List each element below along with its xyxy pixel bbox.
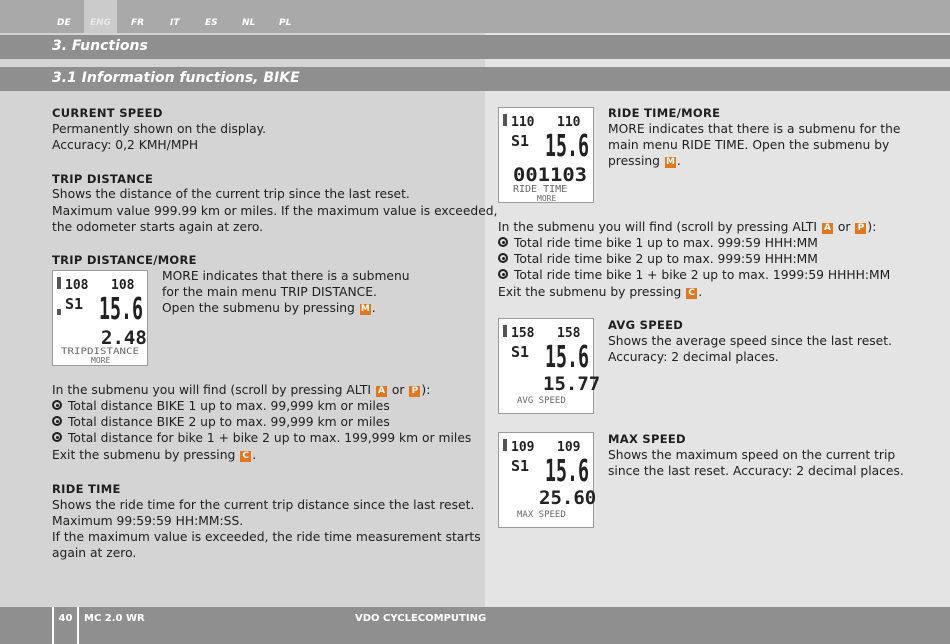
lcd-max-speed: [498, 432, 597, 528]
lcd-top-small-2: 110: [557, 115, 581, 130]
lcd-unit-left: S1: [511, 132, 530, 150]
key-a-icon: A: [376, 386, 387, 397]
ride-time-more-line3: pressing M .: [608, 154, 681, 168]
ride-time-more-line2: main menu RIDE TIME. Open the submenu by: [608, 138, 890, 152]
submenu-left-exit: Exit the submenu by pressing C .: [52, 448, 257, 462]
trip-distance-more-line1: MORE indicates that there is a submenu: [162, 269, 410, 283]
lcd-top-small-1: 109: [511, 440, 535, 455]
lcd-bar-icon: [57, 277, 61, 289]
bullet-icon: [52, 400, 62, 410]
submenu-right-intro: In the submenu you will find (scroll by pressing ALTI A or P ):: [498, 220, 877, 234]
lang-de[interactable]: DE: [57, 18, 71, 28]
list-item: Total ride time bike 1 + bike 2 up to max. 1999:59 HHHH:MM: [498, 267, 890, 283]
avg-speed-heading: AVG SPEED: [608, 318, 684, 332]
bullet-icon: [498, 237, 508, 247]
lang-fr[interactable]: FR: [131, 18, 145, 28]
language-bar: [0, 0, 950, 33]
lang-pl[interactable]: PL: [279, 18, 292, 28]
submenu-left-intro: In the submenu you will find (scroll by pressing ALTI A or P ):: [52, 383, 431, 397]
lang-es[interactable]: ES: [205, 18, 218, 28]
avg-speed-line2: Accuracy: 2 decimal places.: [608, 350, 779, 364]
ride-time-more-heading: RIDE TIME/MORE: [608, 106, 721, 120]
footer-model: MC 2.0 WR: [84, 613, 145, 624]
trip-distance-line2: Maximum value 999.99 km or miles. If the maximum value is exceeded,: [52, 204, 498, 218]
lcd-top-small-2: 108: [111, 278, 135, 293]
key-m-icon: M: [360, 304, 370, 314]
page-number: 40: [52, 607, 79, 644]
section-title: 3. Functions: [52, 38, 148, 54]
lcd-top-small-1: 108: [65, 278, 89, 293]
lang-it[interactable]: IT: [170, 18, 180, 28]
lcd-label1: TRIPDISTANCE: [61, 347, 139, 357]
lcd-label2: MORE: [537, 194, 557, 203]
list-item: Total distance BIKE 1 up to max. 99,999 km or miles: [52, 398, 390, 414]
lcd-speed: 15.6: [545, 340, 589, 375]
ride-time-line4: again at zero.: [52, 546, 137, 560]
lcd-value: 001103: [513, 164, 587, 186]
lcd-label2: MORE: [91, 356, 111, 365]
current-speed-line2: Accuracy: 0,2 KMH/MPH: [52, 138, 199, 152]
trip-distance-more-heading: TRIP DISTANCE/MORE: [52, 253, 197, 267]
key-c-icon: C: [240, 451, 251, 462]
trip-distance-heading: TRIP DISTANCE: [52, 172, 154, 186]
lcd-label1: MAX SPEED: [517, 510, 566, 520]
subsection-title: 3.1 Information functions, BIKE: [52, 70, 300, 86]
lcd-speed: 15.6: [99, 292, 143, 327]
trip-distance-more-line2: for the main menu TRIP DISTANCE.: [162, 285, 377, 299]
key-p-icon: P: [409, 386, 420, 397]
lcd-value: 15.77: [543, 373, 601, 395]
lcd-value: 2.48: [101, 327, 147, 349]
lcd-speed: 15.6: [545, 454, 589, 489]
current-speed-line1: Permanently shown on the display.: [52, 122, 267, 136]
submenu-right-exit: Exit the submenu by pressing C .: [498, 285, 703, 299]
max-speed-heading: MAX SPEED: [608, 432, 686, 446]
lcd-value: 25.60: [539, 487, 597, 509]
lcd-top-small-1: 110: [511, 115, 535, 130]
lcd-bar-icon: [503, 325, 507, 337]
bullet-icon: [498, 269, 508, 279]
ride-time-line3: If the maximum value is exceeded, the ride time measurement starts: [52, 530, 481, 544]
ride-time-line1: Shows the ride time for the current trip distance since the last reset.: [52, 498, 475, 512]
lcd-avg-speed: [498, 318, 601, 414]
section-header: [0, 35, 950, 59]
lcd-bar-icon: [503, 439, 507, 451]
key-c-icon: C: [686, 288, 697, 299]
bullet-icon: [52, 416, 62, 426]
max-speed-line1: Shows the maximum speed on the current trip: [608, 448, 896, 462]
lcd-top-small-1: 158: [511, 326, 535, 341]
lcd-unit-left: S1: [511, 457, 530, 475]
list-item: Total ride time bike 1 up to max. 999:59 HHH:MM: [498, 235, 818, 251]
ride-time-line2: Maximum 99:59:59 HH:MM:SS.: [52, 514, 244, 528]
footer: [0, 607, 950, 644]
lcd-bike-icon: [57, 309, 61, 315]
bullet-icon: [498, 253, 508, 263]
lcd-bar-icon: [503, 114, 507, 126]
lang-nl[interactable]: NL: [242, 18, 256, 28]
lcd-label1: AVG SPEED: [517, 396, 566, 406]
lcd-trip-distance: [52, 270, 148, 366]
current-speed-heading: CURRENT SPEED: [52, 106, 163, 120]
key-m-icon: M: [665, 157, 675, 167]
lcd-unit-left: S1: [65, 295, 84, 313]
lcd-ride-time: [498, 107, 594, 203]
key-a-icon: A: [822, 223, 833, 234]
bullet-icon: [52, 432, 62, 442]
footer-brand: VDO CYCLECOMPUTING: [355, 613, 487, 624]
lcd-label1: RIDE TIME: [513, 184, 568, 195]
lcd-top-small-2: 158: [557, 326, 581, 341]
subsection-header: [0, 67, 950, 91]
max-speed-line2: since the last reset. Accuracy: 2 decimal places.: [608, 464, 904, 478]
trip-distance-line3: the odometer starts again at zero.: [52, 220, 264, 234]
ride-time-heading: RIDE TIME: [52, 482, 121, 496]
trip-distance-line1: Shows the distance of the current trip since the last reset.: [52, 187, 410, 201]
trip-distance-more-line3: Open the submenu by pressing M .: [162, 301, 376, 315]
list-item: Total distance for bike 1 + bike 2 up to max. 199,999 km or miles: [52, 430, 471, 446]
lcd-top-small-2: 109: [557, 440, 581, 455]
list-item: Total distance BIKE 2 up to max. 99,999 km or miles: [52, 414, 390, 430]
list-item: Total ride time bike 2 up to max. 999:59 HHH:MM: [498, 251, 818, 267]
lang-eng[interactable]: ENG: [84, 0, 117, 33]
lcd-unit-left: S1: [511, 343, 530, 361]
avg-speed-line1: Shows the average speed since the last reset.: [608, 334, 892, 348]
lcd-speed: 15.6: [545, 129, 589, 164]
key-p-icon: P: [855, 223, 866, 234]
ride-time-more-line1: MORE indicates that there is a submenu for the: [608, 122, 901, 136]
